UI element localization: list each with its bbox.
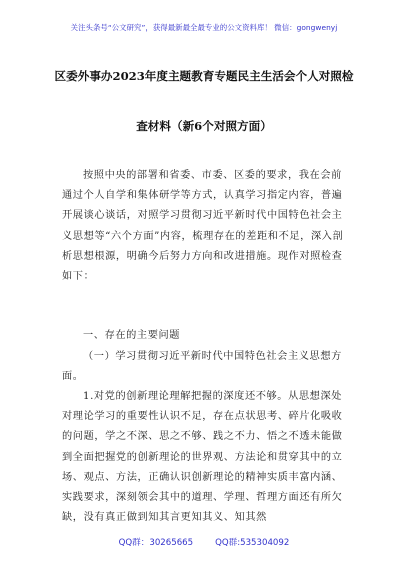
section-heading: 一、存在的主要问题 xyxy=(83,330,181,341)
footer-qq-group-1: QQ群：30265665 xyxy=(118,538,194,548)
header-banner: 关注头条号“公文研究”，获得最新最全最专业的公文资料库！ 微信：gongwenyj xyxy=(70,23,338,32)
intro-paragraph: 按照中央的部署和省委、市委、区委的要求，我在会前通过个人自学和集体研学等方式，认真学习指定内容，普遍开展谈心谈话，对照学习贯彻习近平新时代中国特色社会主义思想等“六个方面”内容，梳理存在的差距和不足，深入剖析思想根源，明确今后努力方向和改进措施。现作对照检查如下： xyxy=(62,170,344,283)
document-title-line-1: 区委外事办2023年度主题教育专题民主生活会个人对照检 xyxy=(54,69,354,83)
point-paragraph: 1.对党的创新理论理解把握的深度还不够。从思想深处对理论学习的重要性认识不足，存在点状思考、碎片化吸收的问题，学之不深、思之不够、践之不力、悟之不透未能做到全面把握党的创新理论的世界观、方法论和贯穿其中的立场、观点、方法，正确认识创新理论的精神实质丰富内涵、实践要求，深刻领会其中的道理、学理、哲理方面还有所欠缺，没有真正做到知其言更知其义、知其然 xyxy=(62,391,343,524)
footer-qq-group-2: QQ群:535304092 xyxy=(215,538,290,548)
document-title-line-2: 查材料（新6个对照方面） xyxy=(136,119,272,133)
subsection-heading: （一）学习贯彻习近平新时代中国特色社会主义思想方面。 xyxy=(62,351,342,383)
footer xyxy=(0,536,408,548)
